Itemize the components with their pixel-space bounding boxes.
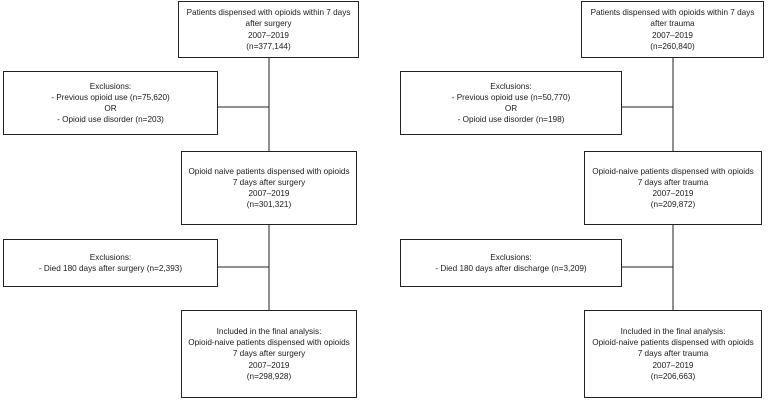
surgery-exclusion1-box	[3, 71, 218, 135]
trauma-exclusion2-item1: - Died 180 days after discharge (n=3,209)	[435, 264, 587, 273]
trauma-exclusion2-heading: Exclusions:	[490, 252, 532, 262]
surgery-naive-title-line1: Opioid naive patients dispensed with opioids	[188, 166, 350, 176]
trauma-naive-title-line1: Opioid-naive patients dispensed with opioids	[592, 166, 754, 176]
surgery-start-box	[178, 1, 359, 58]
trauma-exclusion1-box	[400, 71, 622, 135]
surgery-start-title-line2: after surgery	[245, 19, 292, 29]
trauma-exclusion1-heading: Exclusions:	[490, 81, 532, 91]
surgery-final-box	[181, 310, 357, 398]
trauma-final-box	[584, 310, 762, 398]
trauma-naive-period: 2007–2019	[652, 189, 694, 198]
surgery-exclusion1-item1: - Previous opioid use (n=75,620)	[51, 92, 170, 102]
surgery-start-title-line1: Patients dispensed with opioids within 7 days	[186, 8, 351, 18]
trauma-final-title-line2: 7 days after trauma	[637, 349, 709, 359]
trauma-exclusion2-box	[400, 239, 622, 287]
surgery-exclusion2-heading: Exclusions:	[89, 252, 132, 262]
surgery-start-period: 2007–2019	[248, 30, 289, 40]
trauma-final-count: (n=206,663)	[650, 371, 696, 381]
surgery-exclusion1-heading: Exclusions:	[89, 81, 132, 91]
surgery-final-count: (n=298,928)	[246, 371, 292, 381]
trauma-start-title-line1: Patients dispensed with opioids within 7 days	[590, 8, 755, 18]
trauma-final-heading: Included in the final analysis:	[620, 327, 726, 337]
surgery-naive-title-line2: 7 days after surgery	[232, 177, 306, 187]
surgery-start-count: (n=377,144)	[246, 41, 291, 51]
trauma-exclusion1-item1: - Previous opioid use (n=50,770)	[451, 92, 571, 102]
trauma-start-count: (n=260,840)	[650, 41, 695, 51]
trauma-naive-title-line2: 7 days after trauma	[637, 177, 709, 187]
surgery-final-title-line2: 7 days after surgery	[232, 349, 306, 359]
surgery-final-period: 2007–2019	[248, 360, 290, 370]
trauma-start-period: 2007–2019	[652, 30, 693, 40]
trauma-final-title-line1: Opioid-naive patients dispensed with opioids	[592, 338, 754, 348]
trauma-exclusion1-or: OR	[504, 104, 518, 113]
surgery-final-heading: Included in the final analysis:	[216, 327, 322, 337]
trauma-naive-box	[584, 151, 762, 225]
trauma-naive-count: (n=209,872)	[650, 200, 696, 210]
surgery-naive-count: (n=301,321)	[246, 200, 292, 210]
trauma-start-title-line2: after trauma	[650, 19, 695, 29]
surgery-exclusion1-or: OR	[104, 104, 117, 113]
trauma-exclusion1-item2: - Opioid use disorder (n=198)	[457, 115, 565, 125]
surgery-exclusion1-item2: - Opioid use disorder (n=203)	[57, 115, 164, 125]
surgery-exclusion2-box	[3, 239, 218, 287]
surgery-final-title-line1: Opioid-naive patients dispensed with opioids	[188, 338, 350, 348]
trauma-final-period: 2007–2019	[652, 360, 694, 370]
surgery-exclusion2-item1: - Died 180 days after surgery (n=2,393)	[38, 264, 183, 273]
surgery-naive-period: 2007–2019	[248, 189, 290, 198]
trauma-start-box	[581, 1, 764, 58]
surgery-naive-box	[181, 151, 357, 225]
